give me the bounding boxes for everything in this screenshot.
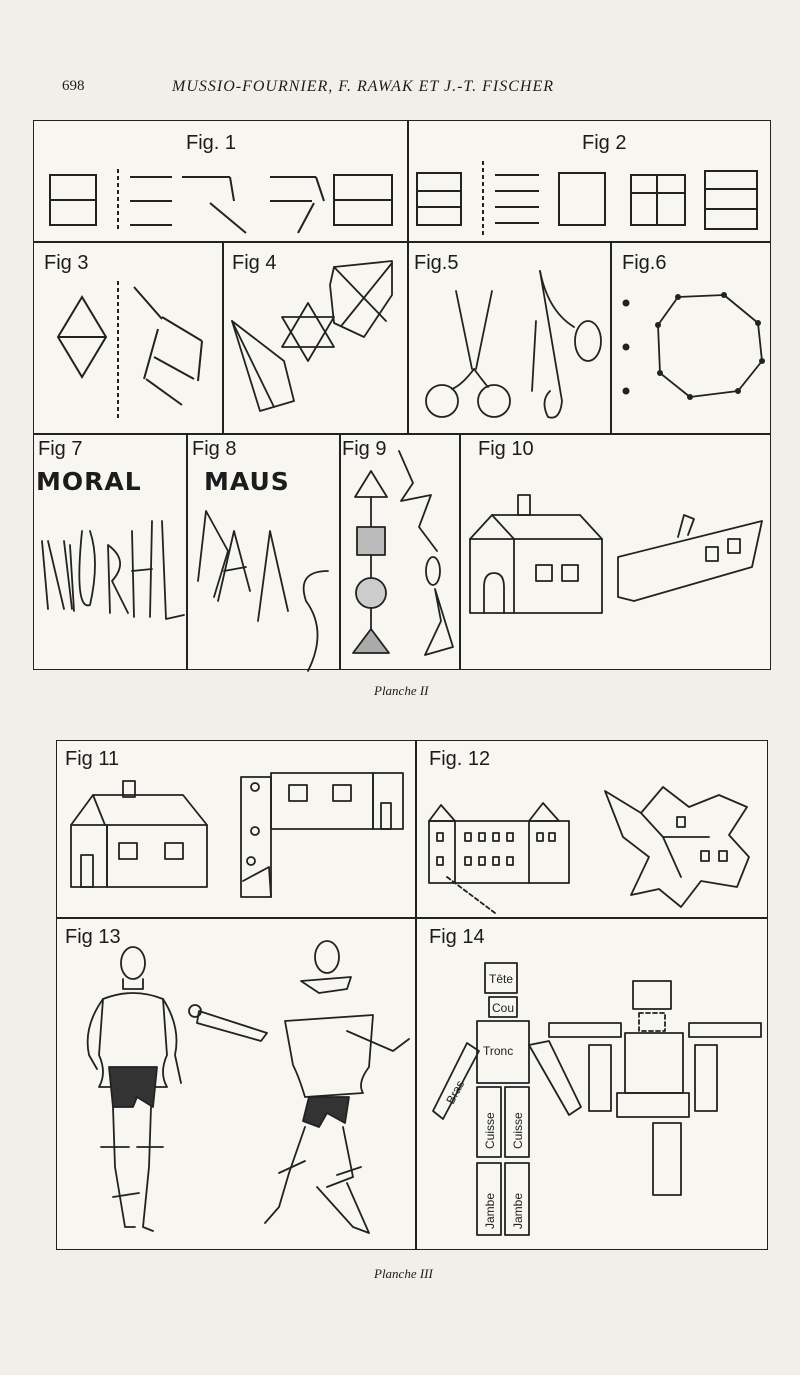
fig-3-matchstick-diamonds (34, 261, 222, 431)
fig-11-house-and-net (57, 771, 413, 917)
jambe-right-label: Jambe (511, 1192, 525, 1229)
planche-2-caption: Planche II (374, 683, 429, 698)
divider (57, 917, 767, 919)
divider (415, 741, 417, 1249)
fig-3-label: Fig 3 (44, 252, 89, 274)
fig-14-body-parts-puzzle (419, 937, 765, 1247)
fig-13-human-figures (57, 937, 413, 1247)
cou-label: Cou (492, 1001, 515, 1015)
bras-label: Bras (443, 1078, 468, 1107)
page-number: 698 (62, 78, 85, 94)
fig-10-label: Fig 10 (478, 438, 534, 460)
fig-12-label: Fig. 12 (429, 748, 491, 770)
fig-8-label: Fig 8 (192, 438, 237, 460)
planche-3-caption: Planche III (374, 1266, 433, 1281)
planche-3-plate (56, 740, 768, 1250)
fig-9-label: Fig 9 (342, 438, 387, 460)
divider (459, 434, 461, 669)
fig-8-handwritten-copy (188, 501, 338, 671)
fig-1-label: Fig. 1 (186, 132, 237, 154)
planche-2-plate (33, 120, 771, 670)
fig-1-matchstick-figures (34, 161, 404, 241)
fig-6-label: Fig.6 (622, 252, 667, 274)
fig-4-star-of-david (224, 251, 407, 431)
tronc-label: Tronc (483, 1044, 514, 1058)
jambe-left-label: Jambe (483, 1192, 497, 1229)
fig-5-label: Fig.5 (414, 252, 459, 274)
running-header: MUSSIO-FOURNIER, F. RAWAK ET J.-T. FISCHER (172, 78, 555, 95)
fig-7-handwritten-copy (34, 501, 186, 631)
fig-11-label: Fig 11 (65, 748, 120, 770)
cuisse-right-label: Cuisse (511, 1112, 525, 1149)
divider (34, 433, 770, 435)
fig-2-label: Fig 2 (582, 132, 627, 154)
word-maus: MAUS (204, 467, 290, 496)
fig-12-building-and-net (419, 777, 765, 917)
tete-label: Tête (489, 972, 514, 986)
fig-10-houses (462, 481, 772, 671)
fig-2-matchstick-figures (409, 161, 771, 241)
fig-14-label: Fig 14 (429, 926, 485, 948)
word-moral: MORAL (36, 467, 142, 496)
fig-6-dots-and-circle (612, 261, 772, 431)
fig-5-scissors (412, 261, 612, 431)
fig-13-label: Fig 13 (65, 926, 121, 948)
cuisse-left-label: Cuisse (483, 1112, 497, 1149)
fig-4-label: Fig 4 (232, 252, 277, 274)
fig-7-label: Fig 7 (38, 438, 83, 460)
divider (34, 241, 770, 243)
fig-9-shapes-and-copy (341, 438, 459, 671)
